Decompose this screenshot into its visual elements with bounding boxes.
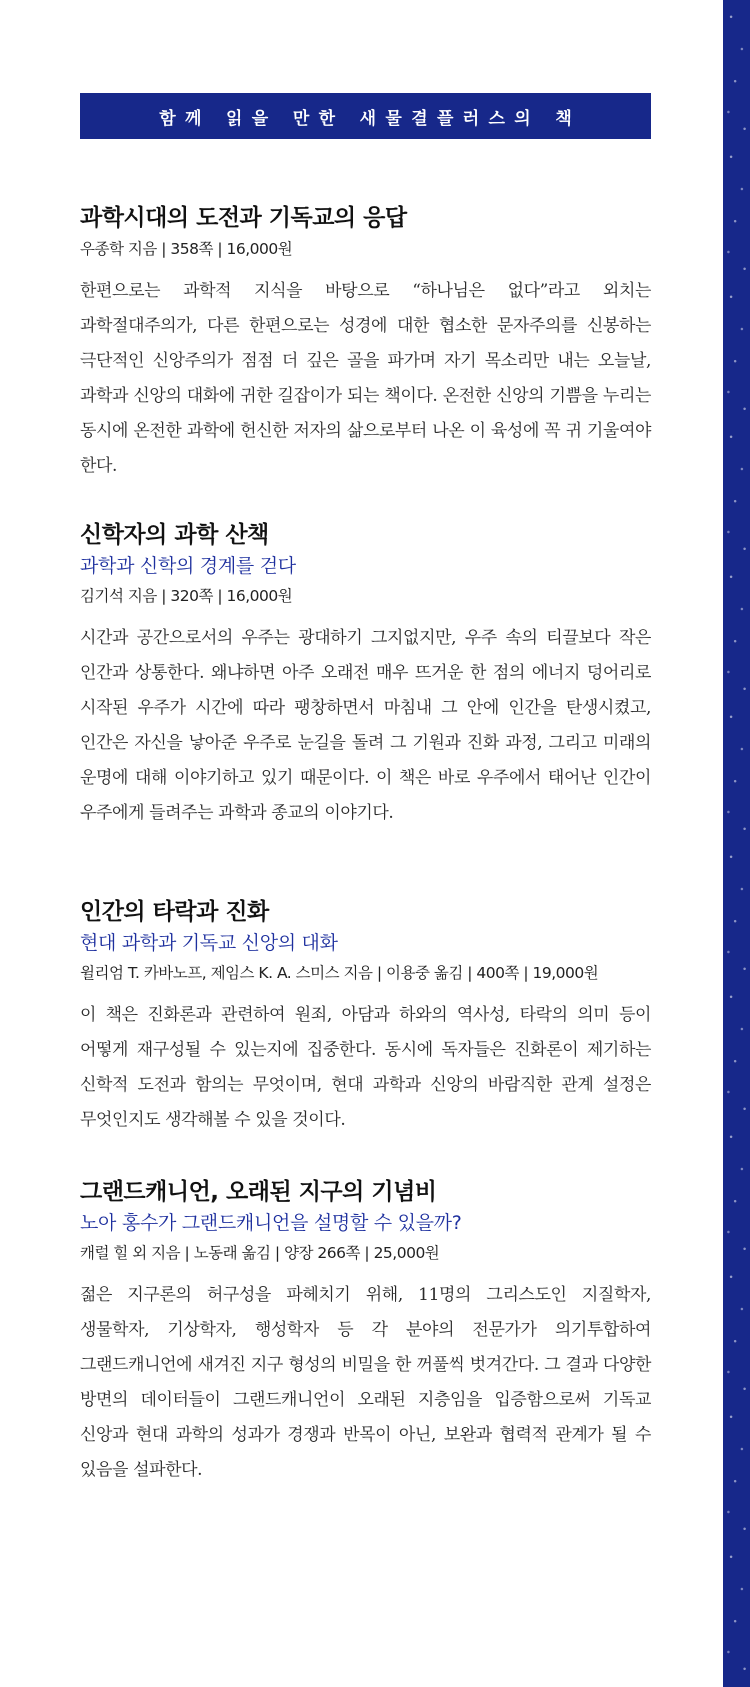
book-entry [80, 896, 651, 1138]
book-meta: 캐럴 힐 외 지음 | 노동래 옮김 | 양장 266쪽 | 25,000원 [80, 1244, 440, 1262]
book-subtitle: 노아 홍수가 그랜드캐니언을 설명할 수 있을까? [80, 1212, 462, 1234]
book-title: 신학자의 과학 산책 [80, 522, 269, 548]
book-title: 과학시대의 도전과 기독교의 응답 [80, 205, 407, 231]
book-meta: 우종학 지음 | 358쪽 | 16,000원 [80, 240, 293, 258]
book-subtitle: 과학과 신학의 경계를 걷다 [80, 555, 296, 577]
book-description: 젊은 지구론의 허구성을 파헤치기 위해, 11명의 그리스도인 지질학자, 생물학자, 기상학자, 행성학자 등 각 분야의 전문가가 의기투합하여 그랜드캐니언에 새겨진 지구 형성의 비밀을 한 꺼풀씩 벗겨간다. 그 결과 다양한 방면의 데이터들이 그랜드캐니언이 오래된 지층임을 입증함으로써 기독교 신앙과 현대 과학의 성과가 경쟁과 반목이 아닌, 보완과 협력적 관계가 될 수 있음을 설파한다. [80, 1285, 651, 1480]
book-entry [80, 1176, 651, 1488]
decorative-starfield-band [723, 0, 750, 1687]
book-entry [80, 519, 651, 831]
book-meta: 김기석 지음 | 320쪽 | 16,000원 [80, 587, 293, 605]
book-description: 시간과 공간으로서의 우주는 광대하기 그지없지만, 우주 속의 티끌보다 작은 인간과 상통한다. 왜냐하면 아주 오래전 매우 뜨거운 한 점의 에너지 덩어리로 시작된 우주가 시간에 따라 팽창하면서 마침내 그 안에 인간을 탄생시켰고, 인간은 자신을 낳아준 우주로 눈길을 돌려 그 기원과 진화 과정, 그리고 미래의 운명에 대해 이야기하고 있기 때문이다. 이 책은 바로 우주에서 태어난 인간이 우주에게 들려주는 과학과 종교의 이야기다. [80, 628, 651, 823]
book-title: 그랜드캐니언, 오래된 지구의 기념비 [80, 1179, 437, 1205]
book-subtitle: 현대 과학과 기독교 신앙의 대화 [80, 932, 338, 954]
book-title: 인간의 타락과 진화 [80, 899, 269, 925]
book-description: 한편으로는 과학적 지식을 바탕으로 “하나님은 없다”라고 외치는 과학절대주의가, 다른 한편으로는 성경에 대한 협소한 문자주의를 신봉하는 극단적인 신앙주의가 점점 더 깊은 골을 파가며 자기 목소리만 내는 오늘날, 과학과 신앙의 대화에 귀한 길잡이가 되는 책이다. 온전한 신앙의 기쁨을 누리는 동시에 온전한 과학에 헌신한 저자의 삶으로부터 나온 이 육성에 꼭 귀 기울여야 한다. [80, 281, 651, 476]
book-meta: 윌리엄 T. 카바노프, 제임스 K. A. 스미스 지음 | 이용중 옮김 | 400쪽 | 19,000원 [80, 964, 599, 982]
section-banner: 함께 읽을 만한 새물결플러스의 책 [80, 93, 651, 139]
book-entry [80, 202, 651, 484]
book-description: 이 책은 진화론과 관련하여 원죄, 아담과 하와의 역사성, 타락의 의미 등이 어떻게 재구성될 수 있는지에 집중한다. 동시에 독자들은 진화론이 제기하는 신학적 도전과 함의는 무엇이며, 현대 과학과 신앙의 바람직한 관계 설정은 무엇인지도 생각해볼 수 있을 것이다. [80, 1005, 651, 1130]
